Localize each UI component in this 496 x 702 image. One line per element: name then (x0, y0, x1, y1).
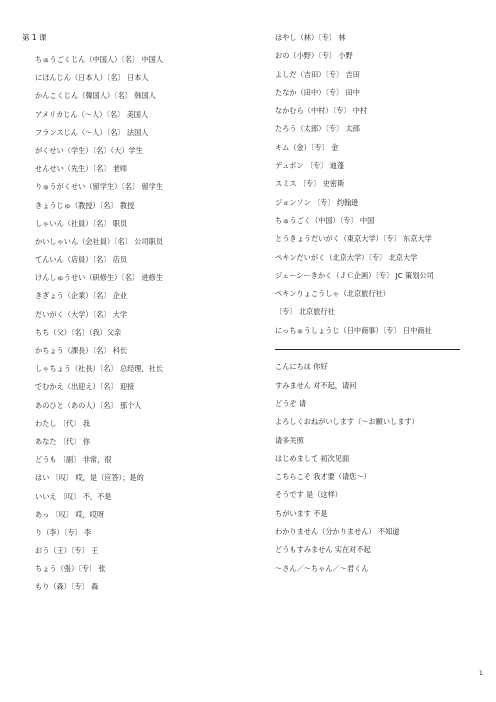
vocab-line: おう（王）〔专〕 王 (35, 546, 99, 556)
vocab-line: ちゅうごくじん（中国人）〔名〕 中国人 (35, 55, 164, 64)
vocab-line: きょうじゅ（教授）〔名〕 教授 (35, 200, 135, 210)
vocab-line: こんにちは 你好 (275, 362, 328, 372)
right-vocab-column (275, 33, 480, 582)
vocab-line: 〔专〕 北京旅行社 (275, 307, 335, 317)
vocab-line: とうきょうだいがく（東京大学）〔专〕 东京大学 (275, 234, 432, 244)
vocab-line: かちょう（課長）〔名〕 科长 (35, 346, 128, 355)
vocab-line: あのひと（あの人）〔名〕 那个人 (35, 400, 142, 410)
vocab-line: デュポン 〔专〕 迪蓬 (275, 161, 345, 171)
vocab-line: だいがく（大学）〔名〕 大学 (35, 309, 128, 319)
vocab-line: よしだ（吉田）〔专〕 吉田 (275, 69, 360, 79)
vocab-line: にっちゅうしょうじ（日中商事）〔专〕 日中商社 (275, 325, 432, 335)
vocab-line: きぎょう（企業）〔名〕 企业 (35, 291, 128, 301)
vocab-line: キム（金）〔专〕 金 (275, 142, 339, 152)
page-number: 1 (479, 670, 483, 677)
vocab-line: ペキンだいがく（北京大学）〔专〕 北京大学 (275, 252, 418, 262)
vocab-line: ちょう（張）〔专〕 张 (35, 564, 106, 574)
vocab-line: すみません 对不起，请问 (275, 380, 357, 390)
vocab-line: ちち（父）〔名〕（我）父亲 (35, 327, 122, 337)
vocab-line: しゃいん（社員）〔名〕 职员 (35, 218, 128, 228)
vocab-line: はい 〔叹〕 哎，是（应答）；是的 (35, 473, 144, 483)
vocab-line: はじめまして 初次见面 (275, 453, 350, 463)
vocab-line: かんこくじん（韓国人）〔名〕 韩国人 (35, 91, 156, 101)
vocab-line: どうぞ 请 (275, 398, 307, 408)
vocab-line: ジェーシーきかく（ＪＣ企画）〔专〕 JC 策划公司 (275, 270, 434, 280)
section-divider (275, 344, 480, 354)
vocab-line: ちゅうごく（中国）〔专〕 中国 (275, 215, 375, 225)
vocab-line: わかりません（分かりません） 不知道 (275, 527, 400, 537)
vocab-line: たなか（田中）〔专〕 田中 (275, 87, 360, 97)
divider-rule (275, 349, 460, 350)
vocab-line: せんせい（先生）〔名〕 老师 (35, 164, 128, 174)
vocab-line: どうも 〔副〕 非常，很 (35, 455, 112, 465)
vocab-line: がくせい（学生）〔名〕（大）学生 (35, 145, 143, 155)
vocab-line: てんいん（店員）〔名〕 店员 (35, 255, 128, 265)
vocab-line: たろう（太郎）〔专〕 太郎 (275, 124, 360, 134)
vocab-line: おの（小野）〔专〕 小野 (275, 51, 353, 61)
lesson-title: 第 1 课 (22, 33, 47, 42)
vocab-line: り（李）〔专〕 李 (35, 527, 92, 537)
vocab-line: かいしゃいん（会社員）〔名〕 公司职员 (35, 236, 164, 246)
vocab-line: あっ 〔叹〕 哎，哎呀 (35, 509, 105, 519)
vocab-line: ジョンソン 〔专〕 约翰逊 (275, 197, 359, 207)
vocab-line: フランスじん（～人）〔名〕 法国人 (35, 127, 149, 137)
vocab-line: あなた 〔代〕 你 (35, 436, 90, 446)
vocab-line: けんしゅうせい（研修生）〔名〕 进修生 (35, 273, 164, 283)
vocab-line: もり（森）〔专〕 森 (35, 582, 99, 592)
vocab-line: スミス 〔专〕 史密斯 (275, 179, 345, 189)
vocab-line: わたし 〔代〕 我 (35, 418, 90, 428)
vocab-line: りゅうがくせい（留学生）〔名〕 留学生 (35, 182, 164, 192)
vocab-line: しゃちょう（社長）〔名〕 总经理，社长 (35, 364, 164, 374)
vocab-line: こちらこそ 我才要（请您～） (275, 472, 371, 482)
vocab-line: ～さん／～ちゃん／～君くん (275, 563, 369, 573)
vocab-line: どうもすみません 实在对不起 (275, 545, 371, 555)
vocab-line: ペキンりょこうしゃ（北京旅行社） (275, 289, 390, 299)
vocab-line: ちがいます 不是 (275, 508, 328, 518)
vocab-line: なかむら（中村）〔专〕 中村 (275, 106, 368, 116)
vocab-line: いいえ 〔叹〕 不，不是 (35, 491, 112, 501)
vocab-line: そうです 是（这样） (275, 490, 342, 500)
vocab-line: よろしくおねがいします（～お願いします） (275, 417, 419, 427)
vocab-line: でむかえ（出迎え）〔名〕 迎接 (35, 382, 135, 392)
vocab-line: はやし（林）〔专〕 林 (275, 33, 346, 42)
vocab-line: 请多关照 (275, 435, 304, 445)
left-vocab-column (35, 55, 235, 601)
vocab-line: にほんじん（日本人）〔名〕 日本人 (35, 73, 149, 83)
vocab-line: アメリカじん（～人）〔名〕 美国人 (35, 109, 149, 119)
